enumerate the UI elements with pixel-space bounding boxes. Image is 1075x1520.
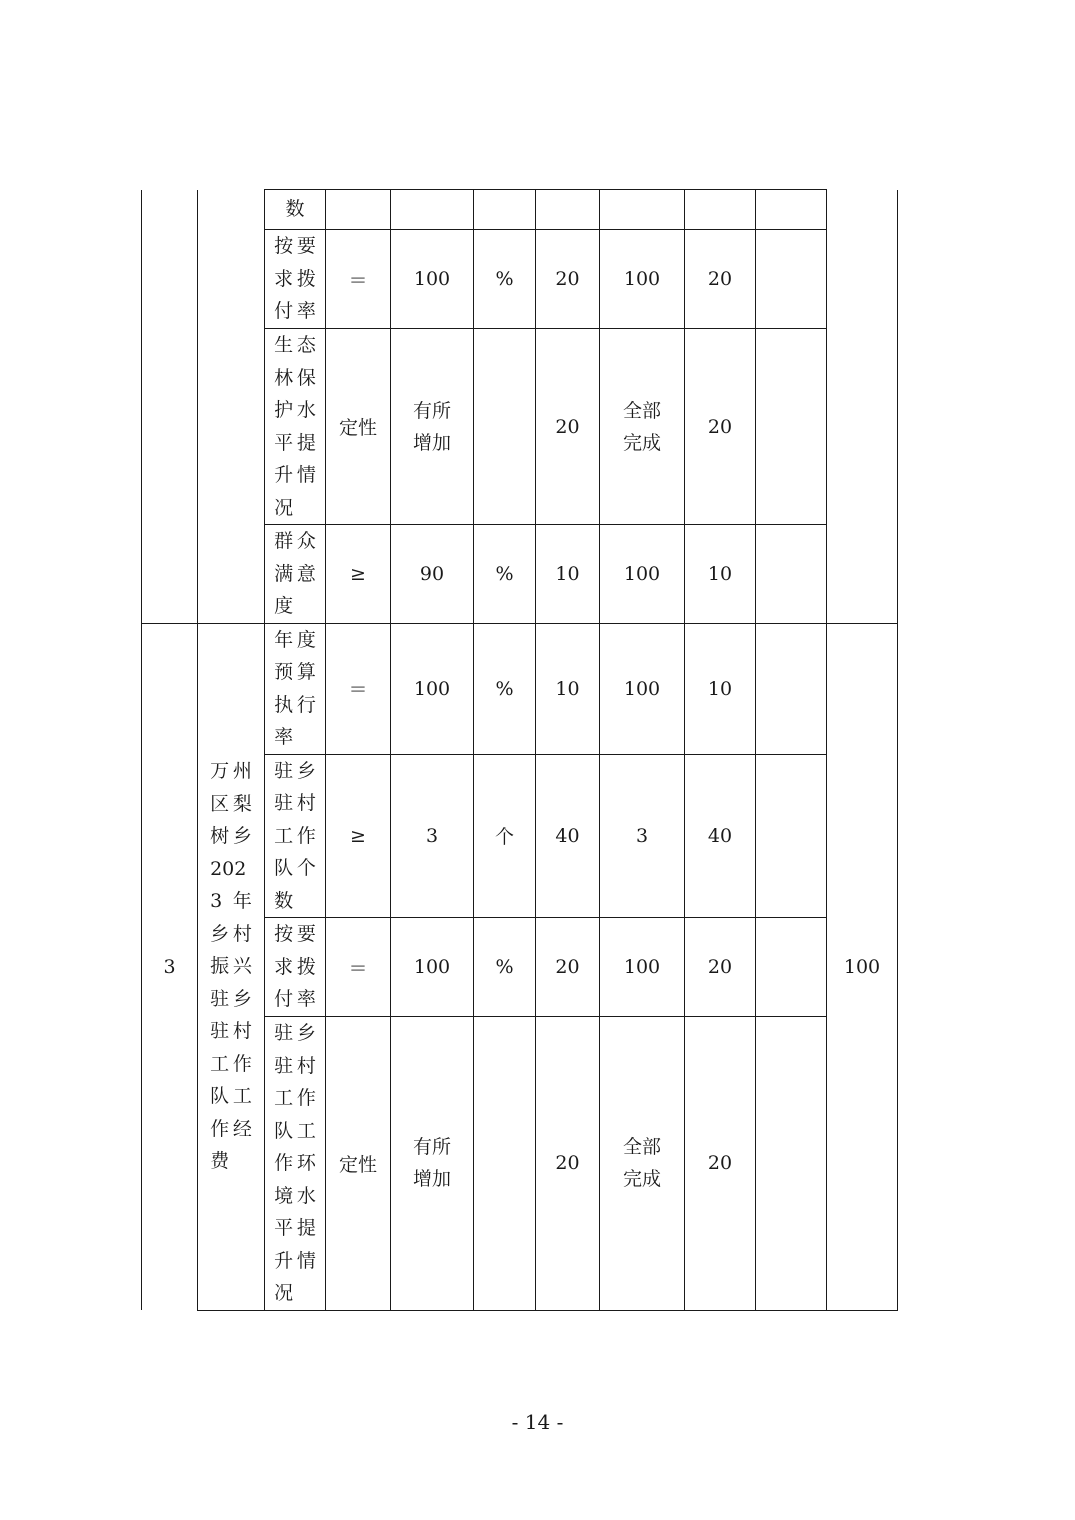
operator-cell: ≥ [326,754,391,918]
target-cell: 100 [391,623,474,754]
project-name-cell: 万州区梨树乡2023年乡村振兴驻乡驻村工作队工作经费 [198,623,265,1310]
unit-cell: % [474,623,536,754]
unit-cell [474,190,536,230]
score-cell: 10 [685,525,756,624]
operator-cell: ≥ [326,525,391,624]
project-name-cell [198,190,265,624]
table-row [142,190,898,230]
weight-cell: 20 [536,918,600,1017]
actual-cell: 100 [600,918,685,1017]
target-cell [391,190,474,230]
seq-cell [142,190,198,624]
indicator-cell: 驻乡驻村工作队个数 [265,754,326,918]
weight-cell: 20 [536,329,600,525]
unit-cell: % [474,230,536,329]
actual-cell: 全部完成 [600,1017,685,1311]
score-cell [685,190,756,230]
unit-cell: 个 [474,754,536,918]
total-cell: 100 [827,623,898,1310]
actual-cell: 100 [600,525,685,624]
operator-cell: ＝ [326,623,391,754]
seq-cell: 3 [142,623,198,1310]
weight-cell [536,190,600,230]
weight-cell: 40 [536,754,600,918]
indicator-cell: 数 [265,190,326,230]
note-cell [756,918,827,1017]
unit-cell: % [474,918,536,1017]
indicator-cell: 生态林保护水平提升情况 [265,329,326,525]
score-cell: 20 [685,918,756,1017]
note-cell [756,623,827,754]
score-cell: 10 [685,623,756,754]
note-cell [756,1017,827,1311]
note-cell [756,525,827,624]
target-cell: 100 [391,918,474,1017]
actual-cell: 全部完成 [600,329,685,525]
operator-cell: 定性 [326,329,391,525]
page-number: - 14 - [511,1410,564,1434]
operator-cell: ＝ [326,230,391,329]
score-cell: 20 [685,329,756,525]
score-cell: 20 [685,1017,756,1311]
performance-table [141,189,898,1311]
weight-cell: 10 [536,623,600,754]
note-cell [756,754,827,918]
indicator-cell: 群众满意度 [265,525,326,624]
indicator-cell: 驻乡驻村工作队工作环境水平提升情况 [265,1017,326,1311]
actual-cell: 3 [600,754,685,918]
unit-cell: % [474,525,536,624]
score-cell: 20 [685,230,756,329]
note-cell [756,190,827,230]
target-cell: 100 [391,230,474,329]
target-cell: 有所增加 [391,329,474,525]
actual-cell: 100 [600,230,685,329]
note-cell [756,329,827,525]
indicator-cell: 按要求拨付率 [265,918,326,1017]
unit-cell [474,1017,536,1311]
total-cell [827,190,898,624]
operator-cell: ＝ [326,918,391,1017]
unit-cell [474,329,536,525]
actual-cell [600,190,685,230]
actual-cell: 100 [600,623,685,754]
table-row [142,623,898,754]
indicator-cell: 年度预算执行率 [265,623,326,754]
operator-cell: 定性 [326,1017,391,1311]
target-cell: 有所增加 [391,1017,474,1311]
score-cell: 40 [685,754,756,918]
weight-cell: 20 [536,1017,600,1311]
target-cell: 3 [391,754,474,918]
indicator-cell: 按要求拨付率 [265,230,326,329]
operator-cell [326,190,391,230]
weight-cell: 10 [536,525,600,624]
weight-cell: 20 [536,230,600,329]
note-cell [756,230,827,329]
target-cell: 90 [391,525,474,624]
